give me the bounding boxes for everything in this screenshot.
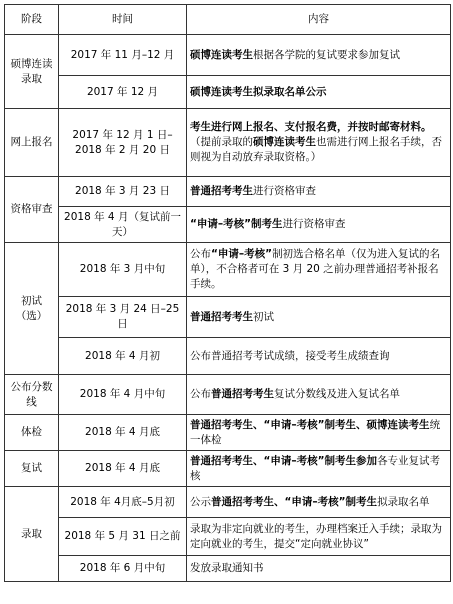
content-cell — [187, 76, 451, 109]
time-cell: 2017 年 12 月 — [59, 76, 187, 109]
time-cell: 2018 年 3 月 24 日–25 日 — [59, 297, 187, 338]
time-cell: 2018 年 4 月中旬 — [59, 375, 187, 415]
content-text-run: 公示 — [190, 495, 211, 508]
table-row — [5, 297, 451, 338]
header-row — [5, 5, 451, 35]
header-stage: 阶段 — [5, 5, 59, 35]
content-cell — [187, 177, 451, 207]
content-text-run: 统一体检 — [190, 418, 441, 446]
table-row — [5, 487, 451, 518]
content-text-run: 复试分数线及进入复试名单 — [274, 388, 400, 400]
content-cell — [187, 338, 451, 375]
header-time: 时间 — [59, 5, 187, 35]
time-cell: 2018 年 4月底–5月初 — [59, 487, 187, 518]
table-row — [5, 177, 451, 207]
content-text-run: 进行资格审查 — [282, 218, 346, 230]
stage-cell: 公布分数线 — [5, 375, 59, 415]
time-cell: 2018 年 4 月底 — [59, 415, 187, 451]
time-cell: 2018 年 6 月中旬 — [59, 556, 187, 582]
time-cell: 2018 年 4 月初 — [59, 338, 187, 375]
content-cell — [187, 297, 451, 338]
content-bold-run: 硕博连读考生 — [253, 136, 316, 148]
header-content: 内容 — [187, 5, 451, 35]
content-text-run: 各专业复试考核 — [190, 454, 441, 482]
content-cell — [187, 451, 451, 487]
content-bold-run: 普通招考考生 — [211, 388, 274, 400]
stage-cell: 网上报名 — [5, 109, 59, 177]
content-text-run: 发放录取通知书 — [190, 562, 264, 574]
table-row — [5, 207, 451, 243]
content-bold-run: 硕博连读考生 — [190, 48, 253, 61]
content-text-run: 进行资格审查 — [253, 185, 316, 197]
content-text-run: 录取为非定向就业的考生，办理档案迁入手续；录取为定向就业的考生，提交“定向就业协议” — [190, 522, 442, 550]
time-cell: 2018 年 4 月（复试前一天） — [59, 207, 187, 243]
table-row — [5, 35, 451, 76]
content-cell — [187, 556, 451, 582]
content-bold-run: 普通招考考生、“申请–考核”制考生参加 — [190, 454, 378, 467]
time-cell: 2018 年 4 月底 — [59, 451, 187, 487]
time-cell: 2017 年 11 月–12 月 — [59, 35, 187, 76]
content-text-run: 也需进行网上报名手续，否则视为自动放弃录取资格。） — [190, 136, 442, 163]
content-text-run: 制初选合格名单（仅为进入复试的名单），不合格者可在 3 月 20 之前办理普通招考补报名手续。 — [190, 248, 441, 290]
table-row — [5, 518, 451, 556]
content-cell — [187, 375, 451, 415]
content-bold-run: 考生进行网上报名、支付报名费，并按时邮寄材料。 — [190, 121, 432, 133]
content-cell — [187, 487, 451, 518]
content-bold-run: 普通招考考生、“申请–考核”制考生 — [211, 495, 378, 508]
content-text-run: 公布 — [190, 248, 211, 260]
content-text-run: 拟录取名单 — [377, 495, 430, 508]
table-row — [5, 109, 451, 177]
time-cell: 2017 年 12 月 1 日–2018 年 2 月 20 日 — [59, 109, 187, 177]
table-row — [5, 415, 451, 451]
content-cell — [187, 109, 451, 177]
time-cell: 2018 年 5 月 31 日之前 — [59, 518, 187, 556]
table-row — [5, 338, 451, 375]
content-bold-run: 普通招考考生 — [190, 185, 253, 197]
content-text-run: 公布普通招考考试成绩，接受考生成绩查询 — [190, 349, 390, 362]
content-bold-run: 硕博连读考生拟录取名单公示 — [190, 85, 327, 98]
stage-cell: 资格审查 — [5, 177, 59, 243]
admission-schedule-table — [4, 4, 451, 582]
stage-cell: 硕博连读录取 — [5, 35, 59, 109]
content-bold-run: 普通招考考生 — [190, 310, 253, 323]
content-bold-run: “申请–考核” — [211, 248, 273, 260]
content-text-run: （提前录取的 — [190, 136, 253, 148]
content-bold-run: 普通招考考生、“申请–考核”制考生、硕博连读考生 — [190, 418, 430, 431]
table-row — [5, 375, 451, 415]
time-cell: 2018 年 3 月 23 日 — [59, 177, 187, 207]
content-bold-run: “申请–考核”制考生 — [190, 218, 283, 230]
stage-cell: 复试 — [5, 451, 59, 487]
content-cell — [187, 207, 451, 243]
content-text-run: 初试 — [253, 310, 274, 323]
stage-cell: 录取 — [5, 487, 59, 582]
content-cell — [187, 415, 451, 451]
table-row — [5, 243, 451, 297]
time-cell: 2018 年 3 月中旬 — [59, 243, 187, 297]
content-cell — [187, 518, 451, 556]
content-text-run: 公布 — [190, 388, 211, 400]
stage-cell: 体检 — [5, 415, 59, 451]
table-row — [5, 451, 451, 487]
table-row — [5, 556, 451, 582]
content-cell — [187, 243, 451, 297]
table-row — [5, 76, 451, 109]
content-cell — [187, 35, 451, 76]
content-text-run: 根据各学院的复试要求参加复试 — [253, 48, 400, 61]
stage-cell: 初试（选） — [5, 243, 59, 375]
